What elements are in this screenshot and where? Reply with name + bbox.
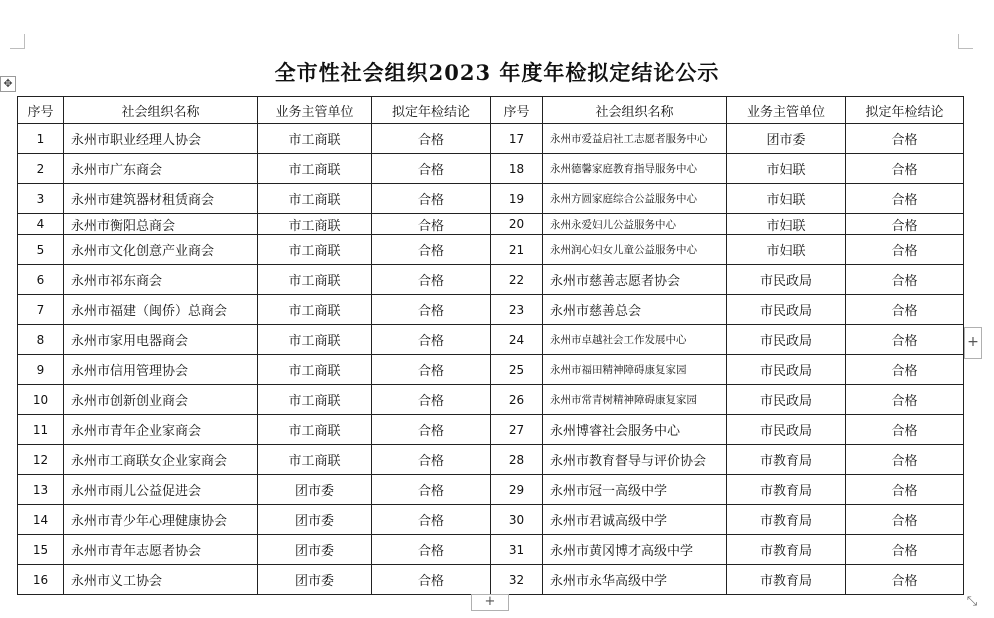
page-corner-marker-left <box>10 34 25 49</box>
header-cell: 业务主管单位 <box>258 97 372 124</box>
table-row <box>18 445 964 475</box>
row-number-cell: 19 <box>491 184 543 214</box>
organization-name-cell: 永州市爱益启社工志愿者服务中心 <box>543 124 727 154</box>
supervising-unit-cell: 市妇联 <box>727 235 846 265</box>
row-number-cell: 27 <box>491 415 543 445</box>
table-row <box>18 535 964 565</box>
organization-name-cell: 永州市教育督导与评价协会 <box>543 445 727 475</box>
inspection-result-cell: 合格 <box>846 184 964 214</box>
table-row <box>18 235 964 265</box>
supervising-unit-cell: 市工商联 <box>258 295 372 325</box>
row-number-cell: 5 <box>18 235 64 265</box>
supervising-unit-cell: 市妇联 <box>727 214 846 235</box>
inspection-result-cell: 合格 <box>846 415 964 445</box>
inspection-result-cell: 合格 <box>372 535 491 565</box>
row-number-cell: 24 <box>491 325 543 355</box>
supervising-unit-cell: 市民政局 <box>727 325 846 355</box>
inspection-result-cell: 合格 <box>372 385 491 415</box>
page-corner-marker-right <box>958 34 973 49</box>
row-number-cell: 20 <box>491 214 543 235</box>
row-number-cell: 17 <box>491 124 543 154</box>
supervising-unit-cell: 市工商联 <box>258 325 372 355</box>
inspection-result-cell: 合格 <box>372 445 491 475</box>
header-cell: 拟定年检结论 <box>372 97 491 124</box>
organization-name-cell: 永州市雨儿公益促进会 <box>64 475 258 505</box>
supervising-unit-cell: 市民政局 <box>727 265 846 295</box>
organization-name-cell: 永州润心妇女儿童公益服务中心 <box>543 235 727 265</box>
row-number-cell: 1 <box>18 124 64 154</box>
organization-name-cell: 永州市义工协会 <box>64 565 258 595</box>
row-number-cell: 7 <box>18 295 64 325</box>
organization-name-cell: 永州德馨家庭教育指导服务中心 <box>543 154 727 184</box>
supervising-unit-cell: 市工商联 <box>258 415 372 445</box>
header-cell: 拟定年检结论 <box>846 97 964 124</box>
row-number-cell: 8 <box>18 325 64 355</box>
table-row <box>18 265 964 295</box>
supervising-unit-cell: 市工商联 <box>258 154 372 184</box>
organization-table <box>17 96 964 595</box>
inspection-result-cell: 合格 <box>846 265 964 295</box>
organization-name-cell: 永州市君诚高级中学 <box>543 505 727 535</box>
supervising-unit-cell: 市工商联 <box>258 184 372 214</box>
row-number-cell: 21 <box>491 235 543 265</box>
inspection-result-cell: 合格 <box>372 235 491 265</box>
inspection-result-cell: 合格 <box>372 124 491 154</box>
inspection-result-cell: 合格 <box>372 415 491 445</box>
row-number-cell: 23 <box>491 295 543 325</box>
inspection-result-cell: 合格 <box>846 295 964 325</box>
organization-name-cell: 永州市黄冈博才高级中学 <box>543 535 727 565</box>
row-number-cell: 14 <box>18 505 64 535</box>
table-row <box>18 214 964 235</box>
table-row <box>18 295 964 325</box>
inspection-result-cell: 合格 <box>372 355 491 385</box>
supervising-unit-cell: 团市委 <box>258 505 372 535</box>
inspection-result-cell: 合格 <box>846 445 964 475</box>
inspection-result-cell: 合格 <box>846 235 964 265</box>
organization-name-cell: 永州方圆家庭综合公益服务中心 <box>543 184 727 214</box>
supervising-unit-cell: 市妇联 <box>727 154 846 184</box>
row-number-cell: 2 <box>18 154 64 184</box>
supervising-unit-cell: 团市委 <box>727 124 846 154</box>
row-number-cell: 18 <box>491 154 543 184</box>
supervising-unit-cell: 市教育局 <box>727 535 846 565</box>
row-number-cell: 22 <box>491 265 543 295</box>
table-resize-icon[interactable]: ⤡ <box>966 594 978 609</box>
supervising-unit-cell: 市民政局 <box>727 385 846 415</box>
row-number-cell: 9 <box>18 355 64 385</box>
organization-name-cell: 永州市福田精神障碍康复家园 <box>543 355 727 385</box>
table-row <box>18 565 964 595</box>
inspection-result-cell: 合格 <box>372 505 491 535</box>
row-number-cell: 30 <box>491 505 543 535</box>
row-number-cell: 13 <box>18 475 64 505</box>
inspection-result-cell: 合格 <box>372 565 491 595</box>
supervising-unit-cell: 市民政局 <box>727 295 846 325</box>
row-number-cell: 3 <box>18 184 64 214</box>
organization-name-cell: 永州市祁东商会 <box>64 265 258 295</box>
supervising-unit-cell: 市工商联 <box>258 235 372 265</box>
table-row <box>18 385 964 415</box>
supervising-unit-cell: 市民政局 <box>727 355 846 385</box>
organization-name-cell: 永州永爱妇儿公益服务中心 <box>543 214 727 235</box>
organization-name-cell: 永州市衡阳总商会 <box>64 214 258 235</box>
row-number-cell: 15 <box>18 535 64 565</box>
table-row <box>18 124 964 154</box>
organization-name-cell: 永州市慈善总会 <box>543 295 727 325</box>
organization-name-cell: 永州市家用电器商会 <box>64 325 258 355</box>
header-cell: 序号 <box>491 97 543 124</box>
inspection-result-cell: 合格 <box>846 385 964 415</box>
supervising-unit-cell: 市教育局 <box>727 475 846 505</box>
organization-name-cell: 永州市信用管理协会 <box>64 355 258 385</box>
row-number-cell: 6 <box>18 265 64 295</box>
row-number-cell: 11 <box>18 415 64 445</box>
supervising-unit-cell: 市民政局 <box>727 415 846 445</box>
inspection-result-cell: 合格 <box>846 475 964 505</box>
organization-name-cell: 永州市青年企业家商会 <box>64 415 258 445</box>
inspection-result-cell: 合格 <box>846 154 964 184</box>
row-number-cell: 10 <box>18 385 64 415</box>
supervising-unit-cell: 市工商联 <box>258 445 372 475</box>
organization-name-cell: 永州市建筑器材租赁商会 <box>64 184 258 214</box>
row-number-cell: 26 <box>491 385 543 415</box>
organization-name-cell: 永州市青少年心理健康协会 <box>64 505 258 535</box>
organization-name-cell: 永州市工商联女企业家商会 <box>64 445 258 475</box>
inspection-result-cell: 合格 <box>372 154 491 184</box>
add-column-button[interactable]: + <box>964 327 982 359</box>
supervising-unit-cell: 市教育局 <box>727 445 846 475</box>
inspection-result-cell: 合格 <box>846 535 964 565</box>
inspection-result-cell: 合格 <box>846 355 964 385</box>
row-number-cell: 4 <box>18 214 64 235</box>
row-number-cell: 28 <box>491 445 543 475</box>
organization-name-cell: 永州市常青树精神障碍康复家园 <box>543 385 727 415</box>
table-header-row <box>18 97 964 124</box>
row-number-cell: 12 <box>18 445 64 475</box>
row-number-cell: 32 <box>491 565 543 595</box>
inspection-result-cell: 合格 <box>372 265 491 295</box>
supervising-unit-cell: 市工商联 <box>258 265 372 295</box>
organization-name-cell: 永州市文化创意产业商会 <box>64 235 258 265</box>
organization-name-cell: 永州市创新创业商会 <box>64 385 258 415</box>
table-move-handle-icon[interactable]: ✥ <box>0 76 16 92</box>
header-cell: 社会组织名称 <box>543 97 727 124</box>
supervising-unit-cell: 团市委 <box>258 475 372 505</box>
inspection-result-cell: 合格 <box>846 124 964 154</box>
organization-name-cell: 永州市职业经理人协会 <box>64 124 258 154</box>
header-cell: 社会组织名称 <box>64 97 258 124</box>
header-cell: 业务主管单位 <box>727 97 846 124</box>
organization-name-cell: 永州市卓越社会工作发展中心 <box>543 325 727 355</box>
inspection-result-cell: 合格 <box>372 214 491 235</box>
inspection-result-cell: 合格 <box>372 295 491 325</box>
supervising-unit-cell: 团市委 <box>258 535 372 565</box>
supervising-unit-cell: 市教育局 <box>727 505 846 535</box>
row-number-cell: 25 <box>491 355 543 385</box>
organization-name-cell: 永州市永华高级中学 <box>543 565 727 595</box>
organization-name-cell: 永州博睿社会服务中心 <box>543 415 727 445</box>
supervising-unit-cell: 市工商联 <box>258 124 372 154</box>
supervising-unit-cell: 市工商联 <box>258 214 372 235</box>
supervising-unit-cell: 团市委 <box>258 565 372 595</box>
inspection-result-cell: 合格 <box>846 565 964 595</box>
inspection-result-cell: 合格 <box>846 505 964 535</box>
header-cell: 序号 <box>18 97 64 124</box>
inspection-result-cell: 合格 <box>372 184 491 214</box>
table-row <box>18 505 964 535</box>
table-row <box>18 325 964 355</box>
table-row <box>18 475 964 505</box>
table-row <box>18 154 964 184</box>
organization-name-cell: 永州市青年志愿者协会 <box>64 535 258 565</box>
table-row <box>18 355 964 385</box>
supervising-unit-cell: 市妇联 <box>727 184 846 214</box>
inspection-result-cell: 合格 <box>372 475 491 505</box>
document-title: 全市性社会组织2023 年度年检拟定结论公示 <box>274 60 720 85</box>
organization-name-cell: 永州市福建（闽侨）总商会 <box>64 295 258 325</box>
table-row <box>18 184 964 214</box>
organization-name-cell: 永州市冠一高级中学 <box>543 475 727 505</box>
row-number-cell: 31 <box>491 535 543 565</box>
organization-name-cell: 永州市广东商会 <box>64 154 258 184</box>
table-row <box>18 415 964 445</box>
inspection-result-cell: 合格 <box>846 325 964 355</box>
row-number-cell: 16 <box>18 565 64 595</box>
supervising-unit-cell: 市工商联 <box>258 355 372 385</box>
row-number-cell: 29 <box>491 475 543 505</box>
supervising-unit-cell: 市工商联 <box>258 385 372 415</box>
supervising-unit-cell: 市教育局 <box>727 565 846 595</box>
inspection-result-cell: 合格 <box>846 214 964 235</box>
organization-name-cell: 永州市慈善志愿者协会 <box>543 265 727 295</box>
inspection-result-cell: 合格 <box>372 325 491 355</box>
add-row-button[interactable]: + <box>471 594 509 611</box>
